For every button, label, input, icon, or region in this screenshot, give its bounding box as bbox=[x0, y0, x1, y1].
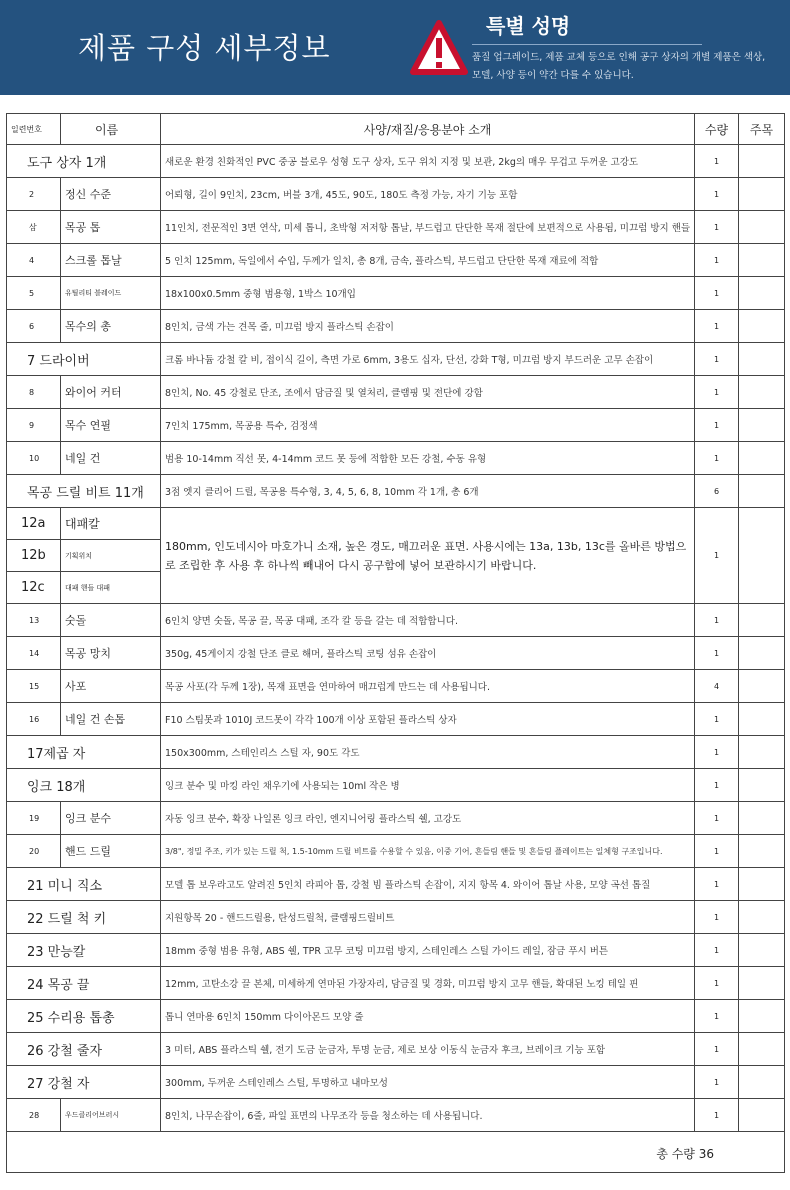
item-quantity: 1 bbox=[695, 637, 739, 670]
table-row bbox=[7, 244, 785, 277]
item-spec: 6인치 양면 숫돌, 목공 끌, 목공 대패, 조각 칼 등을 갈는 데 적합합니다. bbox=[161, 604, 695, 637]
item-name: 정신 수준 bbox=[61, 178, 161, 211]
item-quantity: 1 bbox=[695, 802, 739, 835]
item-spec: 150x300mm, 스테인리스 스틸 자, 90도 각도 bbox=[161, 736, 695, 769]
item-spec: 18x100x0.5mm 중형 범용형, 1박스 10개입 bbox=[161, 277, 695, 310]
item-name: 유틸리티 블레이드 bbox=[61, 277, 161, 310]
item-quantity: 1 bbox=[695, 736, 739, 769]
item-note bbox=[739, 1066, 785, 1099]
item-name: 우드클리어브러시 bbox=[61, 1099, 161, 1132]
item-note bbox=[739, 475, 785, 508]
item-spec: 180mm, 인도네시아 마호가니 소재, 높은 경도, 매끄러운 표면. 사용시에는 13a, 13b, 13c를 올바른 방법으로 조립한 후 사용 후 하나씩 빼내어 다시 공구함에 넣어 보관하시기 바랍니다. bbox=[161, 508, 695, 604]
item-spec: 300mm, 두꺼운 스테인레스 스틸, 투명하고 내마모성 bbox=[161, 1066, 695, 1099]
item-spec: 5 인치 125mm, 독일에서 수입, 두께가 일치, 총 8개, 금속, 플라스틱, 부드럽고 단단한 목재 재료에 적합 bbox=[161, 244, 695, 277]
table-row bbox=[7, 967, 785, 1000]
notice-title: 특별 성명 bbox=[486, 14, 571, 38]
item-quantity: 1 bbox=[695, 901, 739, 934]
table-row bbox=[7, 703, 785, 736]
item-note bbox=[739, 1000, 785, 1033]
table-row bbox=[7, 1033, 785, 1066]
item-note bbox=[739, 343, 785, 376]
item-number: 15 bbox=[7, 670, 61, 703]
item-note bbox=[739, 934, 785, 967]
components-table bbox=[6, 113, 784, 1173]
item-spec: 8인치, 나무손잡이, 6줄, 파일 표면의 나무조각 등을 청소하는 데 사용됩니다. bbox=[161, 1099, 695, 1132]
item-name: 기획위치 bbox=[61, 540, 161, 572]
item-quantity: 1 bbox=[695, 442, 739, 475]
item-name: 목수의 총 bbox=[61, 310, 161, 343]
table-row bbox=[7, 376, 785, 409]
item-name: 대패칼 bbox=[61, 508, 161, 540]
item-spec: 목공 사포(각 두께 1장), 목재 표면을 연마하여 매끄럽게 만드는 데 사용됩니다. bbox=[161, 670, 695, 703]
item-note bbox=[739, 310, 785, 343]
item-quantity: 1 bbox=[695, 604, 739, 637]
table-row bbox=[7, 442, 785, 475]
item-name: 와이어 커터 bbox=[61, 376, 161, 409]
item-no-name: 26 강철 줄자 bbox=[7, 1033, 161, 1066]
table-row bbox=[7, 145, 785, 178]
item-no-name: 27 강철 자 bbox=[7, 1066, 161, 1099]
total-quantity: 총 수량 36 bbox=[656, 1146, 714, 1161]
item-quantity: 1 bbox=[695, 409, 739, 442]
item-quantity: 1 bbox=[695, 244, 739, 277]
item-quantity: 1 bbox=[695, 310, 739, 343]
item-note bbox=[739, 277, 785, 310]
item-spec: 3점 엣지 클리어 드릴, 목공용 특수형, 3, 4, 5, 6, 8, 10mm 각 1개, 총 6개 bbox=[161, 475, 695, 508]
item-note bbox=[739, 835, 785, 868]
item-quantity: 1 bbox=[695, 835, 739, 868]
item-spec: 18mm 중형 범용 유형, ABS 쉘, TPR 고무 코팅 미끄럼 방지, 스테인레스 스틸 가이드 레일, 잠금 푸시 버튼 bbox=[161, 934, 695, 967]
table-row bbox=[7, 343, 785, 376]
item-quantity: 1 bbox=[695, 1066, 739, 1099]
item-no-name: 25 수리용 톱총 bbox=[7, 1000, 161, 1033]
item-number: 4 bbox=[7, 244, 61, 277]
item-spec: 8인치, 금색 가는 견목 줄, 미끄럼 방지 플라스틱 손잡이 bbox=[161, 310, 695, 343]
item-note bbox=[739, 967, 785, 1000]
item-note bbox=[739, 802, 785, 835]
item-number: 12b bbox=[7, 540, 61, 572]
item-number: 10 bbox=[7, 442, 61, 475]
item-no-name: 목공 드릴 비트 11개 bbox=[7, 475, 161, 508]
item-quantity: 1 bbox=[695, 1033, 739, 1066]
item-spec: 7인치 175mm, 목공용 특수, 검정색 bbox=[161, 409, 695, 442]
header-note: 주목 bbox=[739, 114, 785, 145]
item-no-name: 도구 상자 1개 bbox=[7, 145, 161, 178]
table-row bbox=[7, 835, 785, 868]
item-note bbox=[739, 868, 785, 901]
item-quantity: 1 bbox=[695, 703, 739, 736]
item-no-name: 21 미니 직소 bbox=[7, 868, 161, 901]
header-qty: 수량 bbox=[695, 114, 739, 145]
item-spec: 톱니 연마용 6인치 150mm 다이아몬드 모양 줄 bbox=[161, 1000, 695, 1033]
item-spec: 11인치, 전문적인 3면 연삭, 미세 톱니, 초박형 저저항 톱날, 부드럽고 단단한 목재 절단에 보편적으로 사용됨, 미끄럼 방지 핸들 bbox=[161, 211, 695, 244]
item-number: 8 bbox=[7, 376, 61, 409]
item-name: 핸드 드릴 bbox=[61, 835, 161, 868]
item-number: 12c bbox=[7, 572, 61, 604]
item-quantity: 1 bbox=[695, 145, 739, 178]
item-quantity: 1 bbox=[695, 1099, 739, 1132]
item-number: 16 bbox=[7, 703, 61, 736]
total-row bbox=[7, 1132, 785, 1173]
table-row bbox=[7, 769, 785, 802]
item-note bbox=[739, 703, 785, 736]
item-spec: 3/8", 정밀 주조, 키가 있는 드릴 척, 1.5-10mm 드릴 비트를 수용할 수 있음, 이중 기어, 흔들림 핸들 및 흔들림 플레이트는 일체형 구조입니다. bbox=[161, 835, 695, 868]
item-spec: 자동 잉크 분수, 확장 나일론 잉크 라인, 엔지니어링 플라스틱 쉘, 고강도 bbox=[161, 802, 695, 835]
item-no-name: 22 드릴 척 키 bbox=[7, 901, 161, 934]
notice-text: 품질 업그레이드, 제품 교체 등으로 인해 공구 상자의 개별 제품은 색상, 모델, 사양 등이 약간 다를 수 있습니다. bbox=[472, 52, 766, 81]
item-quantity: 1 bbox=[695, 343, 739, 376]
item-name: 네일 건 손톱 bbox=[61, 703, 161, 736]
item-note bbox=[739, 1099, 785, 1132]
item-spec: 모델 톱 보우라고도 알려진 5인치 라피아 톱, 강철 빔 플라스틱 손잡이, 지지 항목 4. 와이어 톱날 사용, 모양 곡선 톱질 bbox=[161, 868, 695, 901]
item-note bbox=[739, 145, 785, 178]
table-row bbox=[7, 1066, 785, 1099]
item-note bbox=[739, 376, 785, 409]
item-spec: 지원항목 20 - 핸드드릴용, 탄성드릴척, 클램핑드릴비트 bbox=[161, 901, 695, 934]
item-spec: 350g, 45게이지 강철 단조 클로 해머, 플라스틱 코팅 섬유 손잡이 bbox=[161, 637, 695, 670]
item-no-name: 7 드라이버 bbox=[7, 343, 161, 376]
item-spec: 8인치, No. 45 강철로 단조, 조에서 담금질 및 열처리, 클램핑 및 전단에 강함 bbox=[161, 376, 695, 409]
item-name: 잉크 분수 bbox=[61, 802, 161, 835]
item-spec: 3 미터, ABS 플라스틱 쉘, 전기 도금 눈금자, 투명 눈금, 제로 보상 이동식 눈금자 후크, 브레이크 기능 포함 bbox=[161, 1033, 695, 1066]
item-number: 9 bbox=[7, 409, 61, 442]
table-row bbox=[7, 508, 785, 540]
item-note bbox=[739, 670, 785, 703]
table-row bbox=[7, 604, 785, 637]
item-name: 숫돌 bbox=[61, 604, 161, 637]
item-number: 6 bbox=[7, 310, 61, 343]
warning-icon bbox=[410, 20, 468, 76]
item-note bbox=[739, 442, 785, 475]
notice-divider bbox=[472, 44, 702, 45]
item-number: 13 bbox=[7, 604, 61, 637]
item-spec: 12mm, 고탄소강 끌 본체, 미세하게 연마된 가장자리, 담금질 및 경화, 미끄럼 방지 고무 핸들, 확대된 노킹 테일 핀 bbox=[161, 967, 695, 1000]
item-name: 대패 핸들 대패 bbox=[61, 572, 161, 604]
table-row bbox=[7, 1000, 785, 1033]
item-note bbox=[739, 769, 785, 802]
item-quantity: 1 bbox=[695, 868, 739, 901]
table-row bbox=[7, 409, 785, 442]
item-name: 사포 bbox=[61, 670, 161, 703]
item-note bbox=[739, 508, 785, 604]
item-spec: 범용 10-14mm 직선 못, 4-14mm 코드 못 등에 적합한 모든 강철, 수동 유형 bbox=[161, 442, 695, 475]
item-note bbox=[739, 211, 785, 244]
item-number: 14 bbox=[7, 637, 61, 670]
item-quantity: 6 bbox=[695, 475, 739, 508]
item-quantity: 1 bbox=[695, 376, 739, 409]
item-number: 28 bbox=[7, 1099, 61, 1132]
table-row bbox=[7, 277, 785, 310]
item-quantity: 1 bbox=[695, 508, 739, 604]
table-row bbox=[7, 670, 785, 703]
item-spec: 크롬 바나듐 강철 칼 비, 접이식 길이, 측면 가로 6mm, 3용도 십자, 단선, 강화 T형, 미끄럼 방지 부드러운 고무 손잡이 bbox=[161, 343, 695, 376]
item-quantity: 1 bbox=[695, 769, 739, 802]
table-row bbox=[7, 211, 785, 244]
item-spec: F10 스팀못과 1010J 코드못이 각각 100개 이상 포함된 플라스틱 상자 bbox=[161, 703, 695, 736]
table-row bbox=[7, 1099, 785, 1132]
item-number: 12a bbox=[7, 508, 61, 540]
item-name: 스크롤 톱날 bbox=[61, 244, 161, 277]
item-name: 목수 연필 bbox=[61, 409, 161, 442]
item-quantity: 1 bbox=[695, 967, 739, 1000]
table-row bbox=[7, 475, 785, 508]
item-number: 2 bbox=[7, 178, 61, 211]
table-header-row bbox=[7, 114, 785, 145]
table-row bbox=[7, 868, 785, 901]
page-title: 제품 구성 세부정보 bbox=[78, 31, 331, 65]
item-note bbox=[739, 736, 785, 769]
table-row bbox=[7, 934, 785, 967]
item-spec: 잉크 분수 및 마킹 라인 채우기에 사용되는 10ml 작은 병 bbox=[161, 769, 695, 802]
item-note bbox=[739, 409, 785, 442]
table-row bbox=[7, 736, 785, 769]
item-quantity: 1 bbox=[695, 934, 739, 967]
table-row bbox=[7, 802, 785, 835]
header-banner bbox=[0, 0, 790, 95]
table-row bbox=[7, 178, 785, 211]
item-note bbox=[739, 901, 785, 934]
item-spec: 새로운 환경 친화적인 PVC 중공 블로우 성형 도구 상자, 도구 위치 지정 및 보관, 2kg의 매우 무겁고 두꺼운 고강도 bbox=[161, 145, 695, 178]
item-quantity: 4 bbox=[695, 670, 739, 703]
item-number: 20 bbox=[7, 835, 61, 868]
item-note bbox=[739, 1033, 785, 1066]
item-no-name: 잉크 18개 bbox=[7, 769, 161, 802]
item-quantity: 1 bbox=[695, 211, 739, 244]
item-no-name: 23 만능칼 bbox=[7, 934, 161, 967]
item-quantity: 1 bbox=[695, 178, 739, 211]
item-number: 5 bbox=[7, 277, 61, 310]
header-no: 일련번호 bbox=[7, 114, 61, 145]
item-name: 목공 톱 bbox=[61, 211, 161, 244]
table-row bbox=[7, 310, 785, 343]
item-no-name: 17제곱 자 bbox=[7, 736, 161, 769]
item-note bbox=[739, 244, 785, 277]
item-number: 삼 bbox=[7, 211, 61, 244]
item-note bbox=[739, 637, 785, 670]
item-note bbox=[739, 178, 785, 211]
item-number: 19 bbox=[7, 802, 61, 835]
item-quantity: 1 bbox=[695, 1000, 739, 1033]
table-row bbox=[7, 637, 785, 670]
item-name: 목공 망치 bbox=[61, 637, 161, 670]
item-name: 네일 건 bbox=[61, 442, 161, 475]
item-note bbox=[739, 604, 785, 637]
item-spec: 어뢰형, 길이 9인치, 23cm, 버블 3개, 45도, 90도, 180도 측정 가능, 자기 기능 포함 bbox=[161, 178, 695, 211]
table-row bbox=[7, 901, 785, 934]
header-spec: 사양/재질/응용분야 소개 bbox=[161, 114, 695, 145]
header-name: 이름 bbox=[61, 114, 161, 145]
item-no-name: 24 목공 끌 bbox=[7, 967, 161, 1000]
item-quantity: 1 bbox=[695, 277, 739, 310]
